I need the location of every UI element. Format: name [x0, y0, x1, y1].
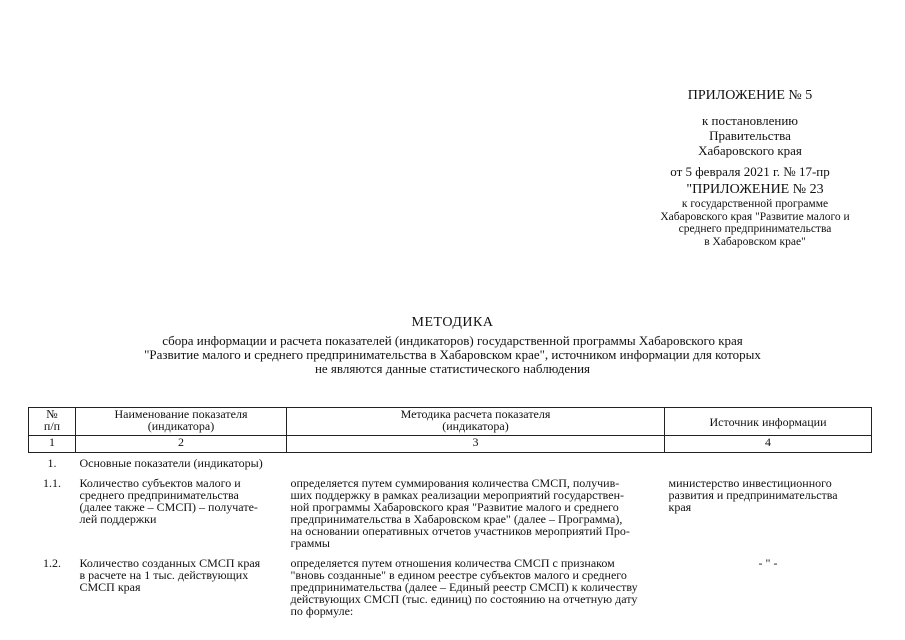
- sub-appendix-line: к государственной программе: [681, 198, 829, 210]
- row-name-line: Количество субъектов малого и: [79, 476, 241, 490]
- table-row: [29, 549, 872, 617]
- row-source-line: министерство инвестиционного: [668, 476, 832, 490]
- row-method-line: определяется путем отношения количества СМСП с признаком: [290, 556, 615, 570]
- methodology-subtitle-line: не являются данные статистического наблюдения: [314, 361, 591, 376]
- header-method: [287, 408, 665, 436]
- sub-appendix-line: в Хабаровском крае": [704, 235, 806, 248]
- header-text: Наименование показателя: [114, 407, 248, 421]
- table-row: [29, 469, 872, 549]
- column-number: 2: [76, 436, 287, 453]
- row-name: [76, 469, 287, 549]
- row-method: [287, 469, 665, 549]
- row-source: [665, 469, 872, 549]
- row-name: [76, 549, 287, 617]
- appendix-line: к постановлению: [701, 113, 799, 128]
- row-name-line: (далее также – СМСП) – получате-: [79, 500, 258, 514]
- indicators-table: [28, 407, 872, 617]
- row-method-line: действующих СМСП (тыс. единиц) по состоянию на отчетную дату: [290, 592, 638, 606]
- header-name: [76, 408, 287, 436]
- row-method-line: по формуле:: [290, 604, 354, 618]
- methodology-heading: МЕТОДИКА: [411, 315, 494, 330]
- row-method-line: предпринимательства в Хабаровском крае" (далее – Программа),: [290, 512, 623, 526]
- row-method-line: граммы: [290, 536, 330, 550]
- sub-appendix-line: Хабаровского края "Развитие малого и: [660, 210, 850, 223]
- header-text: Источник информации: [709, 414, 827, 429]
- row-method-line: ной программы Хабаровского края "Развитие малого и среднего: [290, 500, 619, 514]
- column-number: 3: [287, 436, 665, 453]
- appendix-title: ПРИЛОЖЕНИЕ № 5: [687, 88, 813, 103]
- header-text: (индикатора): [147, 419, 215, 433]
- section-title: Основные показатели (индикаторы): [79, 456, 263, 470]
- section-row: [29, 453, 872, 470]
- methodology-heading-block: [0, 315, 905, 376]
- row-method-line: ших поддержку в рамках реализации мероприятий государствен-: [290, 488, 624, 502]
- header-source: [665, 408, 872, 436]
- row-source: [665, 549, 872, 617]
- row-method-line: на основании оперативных отчетов участников мероприятий Про-: [290, 524, 630, 538]
- row-number: 1.1.: [43, 476, 61, 490]
- header-number: [29, 408, 76, 436]
- table-header-row: [29, 408, 872, 436]
- section-number: 1.: [47, 456, 57, 470]
- methodology-subtitle-line: "Развитие малого и среднего предпринимательства в Хабаровском крае", источником информации для которых: [144, 347, 761, 362]
- row-name-line: лей поддержки: [79, 512, 157, 526]
- row-source-line: - " -: [758, 556, 778, 570]
- sub-appendix-line: среднего предпринимательства: [678, 223, 832, 235]
- column-number-row: [29, 436, 872, 453]
- header-text: №: [46, 407, 58, 421]
- appendix-line: Правительства: [709, 128, 791, 143]
- row-name-line: в расчете на 1 тыс. действующих: [79, 568, 249, 582]
- row-method-line: "вновь созданные" в едином реестре субъектов малого и среднего: [290, 568, 627, 582]
- column-number: 4: [665, 436, 872, 453]
- row-name-line: Количество созданных СМСП края: [79, 556, 261, 570]
- appendix-block: [620, 88, 880, 179]
- row-source-line: края: [668, 500, 692, 514]
- methodology-subtitle-line: сбора информации и расчета показателей (индикаторов) государственной программы Хабаровского края: [162, 333, 743, 348]
- appendix-date: от 5 февраля 2021 г. № 17-пр: [670, 164, 830, 179]
- header-text: п/п: [43, 419, 61, 433]
- row-method-line: определяется путем суммирования количества СМСП, получив-: [290, 476, 620, 490]
- sub-appendix-block: [630, 182, 880, 248]
- header-text: Методика расчета показателя: [400, 407, 551, 421]
- row-method-line: предпринимательства (далее – Единый реестр СМСП) к количеству: [290, 580, 638, 594]
- appendix-line: Хабаровского края: [698, 143, 802, 158]
- row-number: 1.2.: [43, 556, 61, 570]
- row-name-line: СМСП края: [79, 580, 141, 594]
- column-number: 1: [29, 436, 76, 453]
- sub-appendix-title: "ПРИЛОЖЕНИЕ № 23: [686, 182, 824, 197]
- row-source-line: развития и предпринимательства: [668, 488, 838, 502]
- row-name-line: среднего предпринимательства: [79, 488, 239, 502]
- header-text: (индикатора): [442, 419, 509, 433]
- row-method: [287, 549, 665, 617]
